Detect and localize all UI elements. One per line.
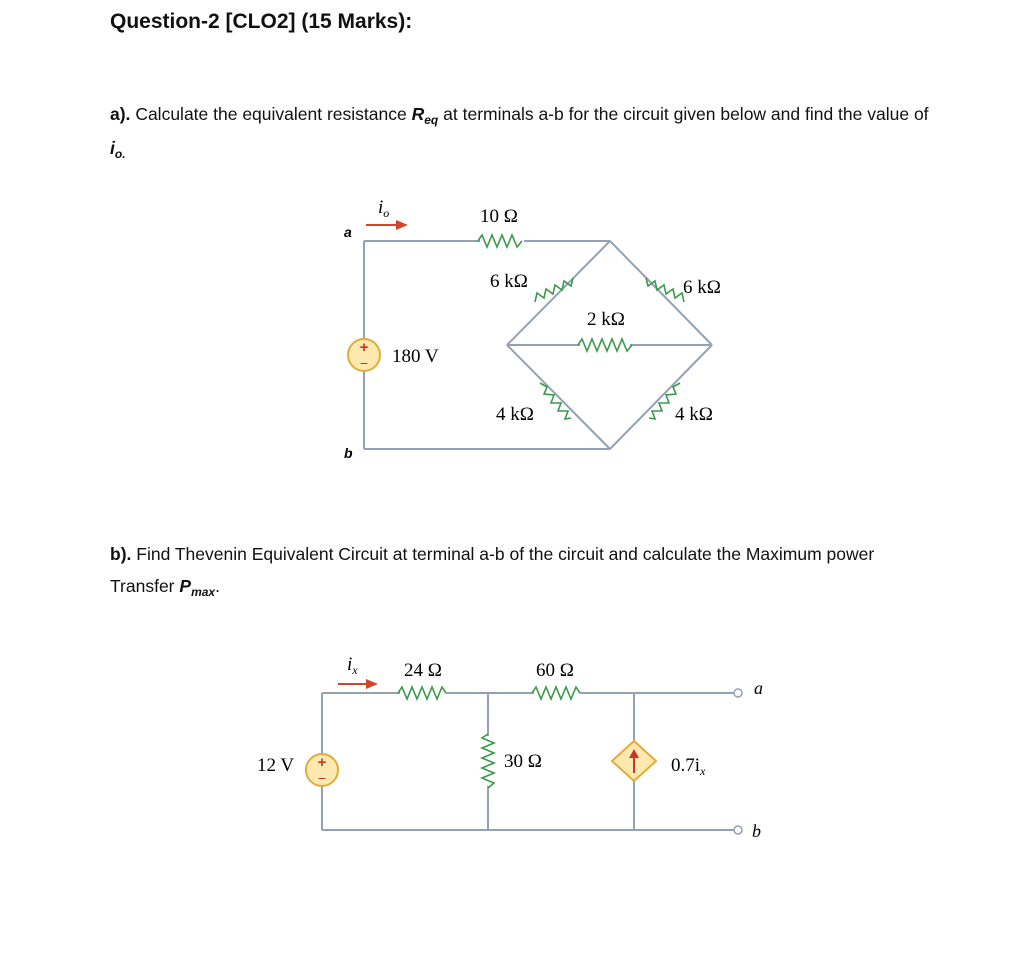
resistor-24-ohm: [398, 687, 446, 699]
part-a-text-1: Calculate the equivalent resistance: [135, 104, 407, 124]
terminal-a-label: a: [344, 224, 352, 240]
r-30-label: 30 Ω: [504, 751, 542, 772]
terminal-b-node: [734, 826, 742, 834]
ix-label: $i_x$: [347, 654, 358, 677]
r-6k-left-label: 6 kΩ: [490, 271, 528, 292]
req-var: $R_{eq}$: [411, 104, 439, 127]
part-a-text-2: at terminals a-b for the circuit given below and find the value of: [443, 104, 929, 124]
r-4k-right-label: 4 kΩ: [675, 404, 713, 425]
terminal-a-node: [734, 689, 742, 697]
r-60-label: 60 Ω: [536, 660, 574, 681]
pmax-var: $P_{max}$: [179, 576, 216, 599]
terminal-a-label: a: [754, 678, 763, 698]
current-arrow-ix: [338, 679, 378, 689]
part-a-label: a).: [110, 104, 131, 124]
io-label: $i_o$: [378, 197, 390, 220]
r-2k-label: 2 kΩ: [587, 309, 625, 330]
r-10-ohm-label: 10 Ω: [480, 206, 518, 227]
part-b-label: b).: [110, 544, 132, 564]
source-12v-label: 12 V: [257, 755, 295, 776]
r-6k-right-label: 6 kΩ: [683, 277, 721, 298]
terminal-b-label: b: [752, 821, 761, 841]
io-var: $i_{o.}$: [110, 138, 126, 161]
plus-sign: +: [317, 754, 327, 771]
plus-sign: +: [359, 339, 369, 356]
part-b-text: b). Find Thevenin Equivalent Circuit at terminal a-b of the circuit and calculate the Maximum power Transfer $P_{max}$.: [110, 544, 875, 599]
part-b-text-1: Find Thevenin Equivalent Circuit at terminal a-b of the circuit and calculate the Maximum power Transfer: [110, 544, 875, 596]
question-heading: Question-2 [CLO2] (15 Marks):: [110, 10, 413, 33]
voltage-source-12v: [306, 754, 338, 786]
minus-sign: −: [317, 770, 327, 786]
dependent-current-source: [612, 741, 656, 781]
dep-source-label: $0.7i_x$: [671, 755, 706, 778]
resistor-30-ohm: [482, 734, 494, 788]
r-24-label: 24 Ω: [404, 660, 442, 681]
terminal-b-label: b: [344, 445, 353, 461]
source-180v-label: 180 V: [392, 346, 439, 367]
resistor-60-ohm: [532, 687, 580, 699]
minus-sign: −: [359, 355, 369, 371]
r-4k-left-label: 4 kΩ: [496, 404, 534, 425]
